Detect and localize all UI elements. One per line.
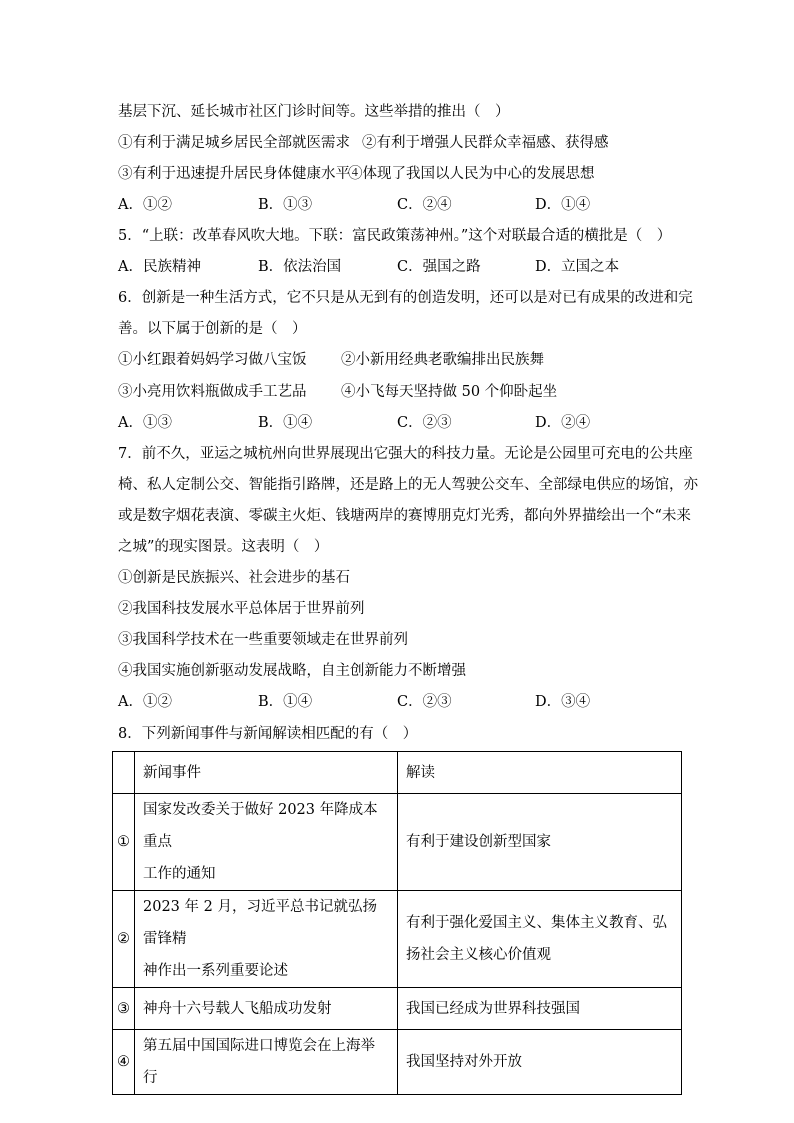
q5-option-b: B．依法治国 <box>258 259 342 275</box>
q7-statement-1: ①创新是民族振兴、社会进步的基石 <box>118 570 350 586</box>
table-row <box>113 794 682 891</box>
q6-option-d: D．②④ <box>535 415 591 431</box>
q4-statement-4: ④体现了我国以人民为中心的发展思想 <box>348 166 595 182</box>
row-number: ③ <box>113 988 135 1030</box>
table-row <box>113 988 682 1030</box>
q7-stem-line-2: 椅、私人定制公交、智能指引路牌，还是路上的无人驾驶公交车、全部绿电供应的场馆，亦 <box>118 477 698 493</box>
q6-statement-2: ②小新用经典老歌编排出民族舞 <box>341 352 544 368</box>
q5-option-d: D．立国之本 <box>535 259 620 275</box>
row-event: 神舟十六号载人飞船成功发射 <box>135 988 398 1030</box>
header-interpretation-cell: 解读 <box>398 752 682 794</box>
q6-option-b: B．①④ <box>258 415 313 431</box>
row-interpretation <box>398 891 682 988</box>
q6-option-c: C．②③ <box>397 415 452 431</box>
table-header-row <box>113 752 682 794</box>
row-number: ④ <box>113 1030 135 1095</box>
q4-statement-2: ②有利于增强人民群众幸福感、获得感 <box>362 135 609 151</box>
q5-stem: 5．“上联：改革春风吹大地。下联：富民政策荡神州。”这个对联最合适的横批是（ ） <box>118 228 672 244</box>
q7-statement-2: ②我国科技发展水平总体居于世界前列 <box>118 601 365 617</box>
q7-stem-line-3: 或是数字烟花表演、零碳主火炬、钱塘两岸的赛博朋克灯光秀，都向外界描绘出一个“未来 <box>118 508 691 524</box>
q5-option-c: C．强国之路 <box>397 259 481 275</box>
header-num-cell <box>113 752 135 794</box>
table-row <box>113 1030 682 1095</box>
row-event-line-2: 工作的通知 <box>143 866 216 882</box>
q6-stem-line-1: 6．创新是一种生活方式，它不只是从无到有的创造发明，还可以是对已有成果的改进和完 <box>118 290 693 306</box>
q6-stem-line-2: 善。以下属于创新的是（ ） <box>118 321 307 337</box>
q6-statement-4: ④小飞每天坚持做 50 个仰卧起坐 <box>341 384 558 400</box>
header-event-cell: 新闻事件 <box>135 752 398 794</box>
row-event <box>135 891 398 988</box>
row-event: 第五届中国国际进口博览会在上海举行 <box>135 1030 398 1095</box>
q7-statement-3: ③我国科学技术在一些重要领域走在世界前列 <box>118 632 408 648</box>
q4-statement-3: ③有利于迅速提升居民身体健康水平 <box>118 166 350 182</box>
q4-option-b: B．①③ <box>258 197 313 213</box>
q6-statement-1: ①小红跟着妈妈学习做八宝饭 <box>118 352 307 368</box>
q4-statement-1: ①有利于满足城乡居民全部就医需求 <box>118 135 350 151</box>
q4-option-a: A．①② <box>118 197 172 213</box>
table-row <box>113 891 682 988</box>
row-number: ① <box>113 794 135 891</box>
q7-option-c: C．②③ <box>397 694 452 710</box>
q6-statement-3: ③小亮用饮料瓶做成手工艺品 <box>118 384 307 400</box>
row-interpretation: 我国已经成为世界科技强国 <box>398 988 682 1030</box>
row-interpretation: 我国坚持对外开放 <box>398 1030 682 1095</box>
q4-option-c: C．②④ <box>397 197 452 213</box>
q7-stem-line-4: 之城”的现实图景。这表明（ ） <box>118 539 329 555</box>
q5-option-a: A．民族精神 <box>118 259 201 275</box>
row-event-line-2: 神作出一系列重要论述 <box>143 963 288 979</box>
row-event-line-1: 2023 年 2 月，习近平总书记就弘扬雷锋精 <box>143 899 377 947</box>
q4-option-d: D．①④ <box>535 197 591 213</box>
row-interpretation-line-2: 扬社会主义核心价值观 <box>406 947 551 963</box>
row-number: ② <box>113 891 135 988</box>
q8-news-table <box>112 751 682 1095</box>
q7-option-b: B．①④ <box>258 694 313 710</box>
q8-stem: 8．下列新闻事件与新闻解读相匹配的有（ ） <box>118 726 418 742</box>
q6-option-a: A．①③ <box>118 415 172 431</box>
q7-stem-line-1: 7．前不久，亚运之城杭州向世界展现出它强大的科技力量。无论是公园里可充电的公共座 <box>118 446 693 462</box>
q4-stem-continuation: 基层下沉、延长城市社区门诊时间等。这些举措的推出（ ） <box>118 104 510 120</box>
q7-statement-4: ④我国实施创新驱动发展战略，自主创新能力不断增强 <box>118 663 466 679</box>
q7-option-d: D．③④ <box>535 694 591 710</box>
row-event <box>135 794 398 891</box>
q7-option-a: A．①② <box>118 694 172 710</box>
row-event-line-1: 国家发改委关于做好 2023 年降成本重点 <box>143 802 378 850</box>
row-interpretation: 有利于建设创新型国家 <box>398 794 682 891</box>
row-interpretation-line-1: 有利于强化爱国主义、集体主义教育、弘 <box>406 915 667 931</box>
